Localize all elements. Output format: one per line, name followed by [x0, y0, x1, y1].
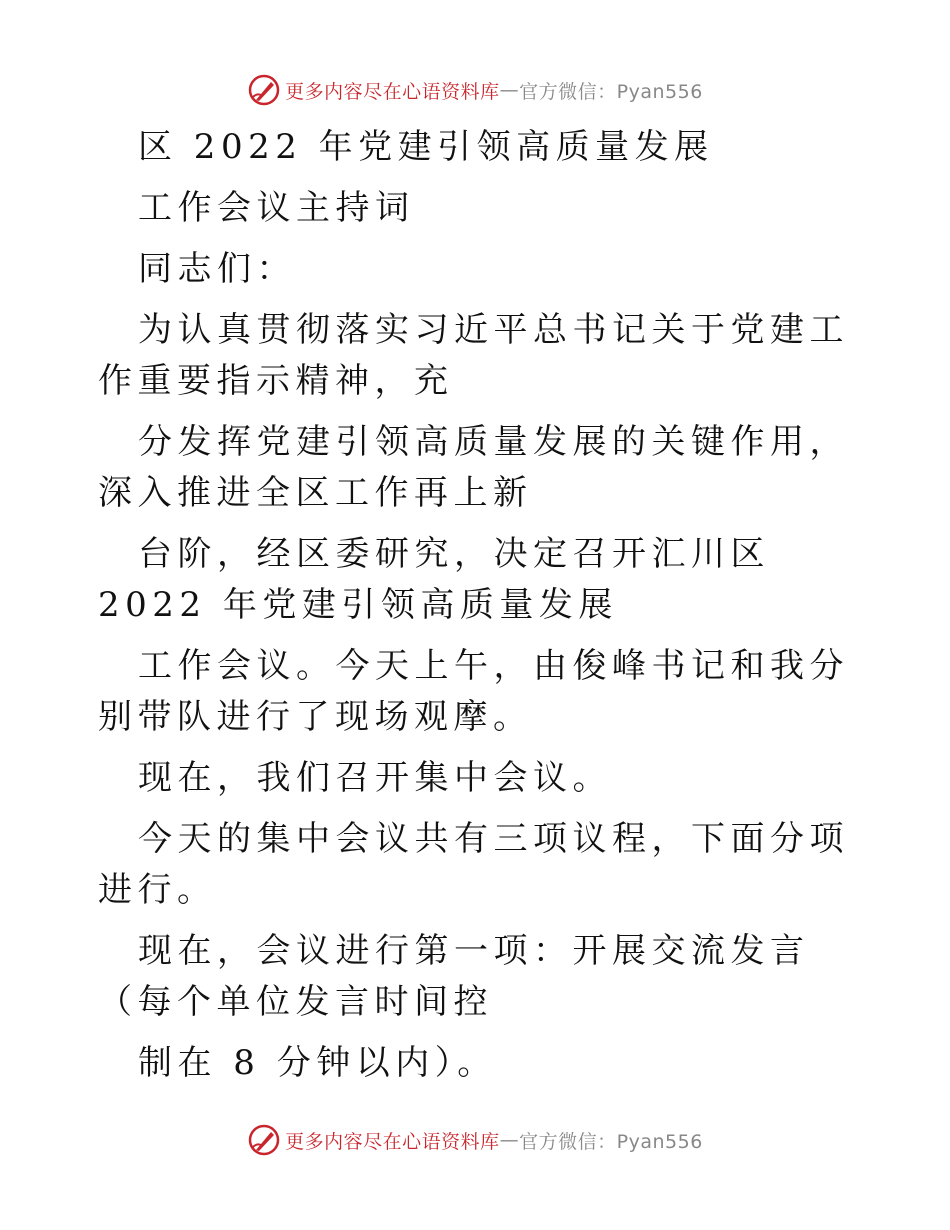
doc-title-line-2: 工作会议主持词	[138, 188, 415, 228]
banner-promo-text: 更多内容尽在心语资料库	[285, 80, 500, 103]
paragraph: 现在，会议进行第一项：开展交流发言（每个单位发言时间控	[98, 931, 810, 1022]
banner-dash: —	[499, 1129, 520, 1151]
paragraph: 今天的集中会议共有三项议程，下面分项进行。	[98, 819, 849, 910]
quill-logo-icon	[247, 1123, 281, 1157]
banner-dash: —	[499, 79, 520, 101]
banner-promo-text: 更多内容尽在心语资料库	[285, 1130, 500, 1153]
header-banner	[0, 70, 950, 110]
doc-title-line-1: 区 2022 年党建引领高质量发展	[138, 127, 714, 167]
paragraph: 为认真贯彻落实习近平总书记关于党建工作重要指示精神，充	[98, 310, 849, 401]
paragraph: 工作会议。今天上午，由俊峰书记和我分别带队进行了现场观摩。	[98, 646, 849, 737]
document-body	[98, 122, 853, 1089]
paragraph: 台阶，经区委研究，决定召开汇川区 2022 年党建引领高质量发展	[98, 534, 787, 625]
banner-contact-text: 官方微信：Pyan556	[519, 80, 703, 103]
footer-banner	[0, 1120, 950, 1160]
banner-contact-text: 官方微信：Pyan556	[519, 1130, 703, 1153]
quill-logo-icon	[247, 73, 281, 107]
salutation: 同志们：	[138, 249, 296, 289]
paragraph: 分发挥党建引领高质量发展的关键作用，深入推进全区工作再上新	[98, 422, 849, 513]
paragraph: 现在，我们召开集中会议。	[138, 758, 612, 798]
paragraph: 制在 8 分钟以内）。	[138, 1043, 497, 1083]
